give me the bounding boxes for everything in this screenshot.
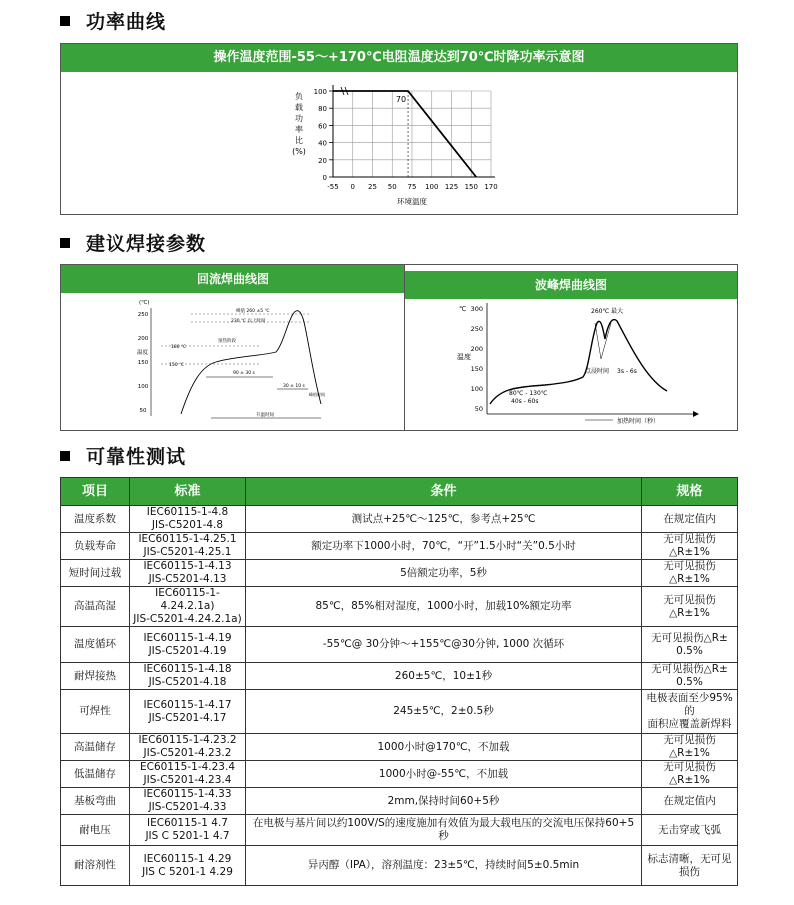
cell-standard-line: JIS-C5201-4.13 [148,573,227,585]
cell-standard-line: IEC60115-1-4.18 [143,663,232,675]
cell-spec-line: 0.5% [676,676,703,688]
cell-standard-line: IEC60115-1-4.17 [143,698,232,711]
cell-standard [130,690,246,734]
wave-y-tick: 250 [470,325,483,333]
cell-spec-line: 无可见损伤△R± [651,631,728,644]
section-title-text: 可靠性测试 [86,446,187,468]
cell-condition [246,690,642,734]
x-tick-label: 100 [425,183,439,191]
cell-standard-line: JIS-C5201-4.8 [151,519,224,531]
cell-item-line: 负载寿命 [74,539,116,552]
reflow-peak-label: 峰值 260 ±5 ℃ [236,309,270,314]
table-row [61,815,738,846]
reflow-x-label: 升温时间 [256,413,274,418]
table-row [61,627,738,663]
annotation-70: 70 [395,95,407,104]
cell-item [61,506,130,533]
table-row [61,788,738,815]
y-axis-label-char: 比 [295,136,303,145]
cell-standard [130,627,246,663]
cell-item-line: 耐溶剂性 [74,859,116,871]
cell-standard-line: JIS-C5201-4.17 [148,711,227,724]
bullet-square-icon [60,238,70,248]
wave-x-arrow-icon [693,411,699,417]
cell-spec-line: 无击穿或飞弧 [658,823,721,836]
cell-spec-line: 无可见损伤△R± [651,663,728,675]
cell-standard-line: IEC60115-1 4.29 [143,852,232,865]
x-tick-label: 170 [484,183,498,191]
cell-spec [642,663,738,690]
cell-spec [642,815,738,846]
cell-item-line: 温度循环 [74,638,116,650]
cell-standard-line: IEC60115-1-4.23.2 [138,734,237,746]
cell-standard-line: IEC60115-1-4.24.2.1a) [155,587,220,612]
cell-condition [246,533,642,560]
cell-item-line: 高温高湿 [74,600,116,612]
section-title-power [60,7,166,34]
cell-condition [246,560,642,587]
power-derating-chart [61,73,737,214]
power-chart-header: 操作温度范围-55～+170℃电阻温度达到70℃时降功率示意图 [61,44,737,72]
reflow-panel [60,264,406,431]
wave-peak-label: 260℃ 最大 [591,308,624,315]
cell-item-line: 低温储存 [74,767,116,780]
cell-spec-line: 电极表面至少95% [646,692,733,704]
cell-spec-line: 损伤 [679,865,700,878]
cell-item [61,560,130,587]
cell-condition-line: 1000小时@-55℃，不加载 [378,767,509,780]
wave-y-unit: ℃ [459,305,467,313]
cell-spec-line: 无可见损伤△R±1% [663,593,716,619]
wave-x-label: 加热时间（秒） [617,418,660,425]
cell-spec-line: 无可见损伤△R±1% [663,734,716,759]
cell-standard-line: EC60115-1-4.23.4 [139,761,236,773]
y-tick-label: 100 [313,88,327,96]
cell-spec-line: 无可见损伤△R±1% [663,761,716,786]
wave-y-tick: 300 [470,305,483,313]
cell-standard-line: IEC60115-1-4.25.1 [138,533,237,545]
cell-condition-line: 85℃，85%相对湿度，1000小时，加载10%额定功率 [315,600,572,612]
wave-y-tick: 100 [470,385,483,393]
cell-standard-line: IEC60115-1 4.7 [147,817,228,829]
cell-condition-line: 260±5℃，10±1秒 [394,669,493,682]
table-row [61,663,738,690]
cell-standard-line: IEC60115-1-4.13 [143,560,232,572]
reflow-dur90-label: 90 ± 30 s [233,371,255,376]
x-tick-label: 50 [387,183,397,191]
cell-condition [246,663,642,690]
col-header-item: 项目 [61,478,130,506]
cell-standard-line: IEC60115-1-4.8 [146,506,229,518]
reflow-150-label: 150 ℃ [169,363,185,368]
cell-condition [246,846,642,886]
wave-temp-label: 温度 [457,353,471,361]
cell-spec-line: 面积应覆盖新焊料 [647,718,732,730]
cell-item-line: 耐电压 [79,823,111,836]
y-axis-label-char: 功 [295,114,303,123]
cell-standard [130,788,246,815]
table-row [61,846,738,886]
cell-item-line: 基板弯曲 [74,794,116,807]
cell-spec-line: 无可见损伤△R±1% [663,533,716,558]
wave-preheat-temp: 80℃ - 130℃ [509,390,548,397]
wave-y-tick: 50 [474,405,483,413]
cell-item [61,761,130,788]
cell-standard-line: JIS C 5201-1 4.29 [142,865,233,878]
cell-item [61,587,130,627]
cell-standard-line: JIS-C5201-4.24.2.1a) [133,613,242,625]
reflow-y-unit: (℃) [139,300,150,306]
x-tick-label: 75 [407,183,417,191]
cell-condition-line: 2mm,保持时间60+5秒 [387,794,500,807]
cell-spec [642,587,738,627]
x-tick-label: -55 [327,183,339,191]
reflow-y-tick: 100 [137,384,149,390]
cell-standard [130,846,246,886]
cell-item-line: 温度系数 [74,512,116,525]
cell-standard-line: IEC60115-1-4.33 [143,788,232,800]
cell-item-line: 短时间过载 [68,566,122,579]
cell-item-line: 高温储存 [74,740,116,753]
bullet-square-icon [60,16,70,26]
wave-dip-pointer [595,323,601,359]
cell-standard [130,815,246,846]
cell-condition [246,587,642,627]
cell-condition-line: 异丙醇（IPA），溶剂温度：23±5℃，持续时间5±0.5min [307,859,580,871]
cell-spec-line: 0.5% [676,644,703,657]
cell-standard-line: JIS-C5201-4.23.2 [143,747,232,759]
cell-condition-line: 245±5℃，2±0.5秒 [393,705,494,717]
col-header-spec: 规格 [642,478,738,506]
y-tick-label: 60 [318,122,327,131]
section-title-text: 建议焊接参数 [86,233,207,255]
cell-item [61,663,130,690]
table-header-row [61,478,738,506]
cell-condition [246,788,642,815]
cell-spec [642,627,738,663]
cell-spec [642,690,738,734]
reflow-plot-bg [131,296,363,424]
cell-condition-line: 额定功率下1000小时，70℃，“开”1.5小时“关”0.5小时 [311,539,576,552]
cell-standard-line: JIS-C5201-4.23.4 [143,774,232,786]
cell-condition-line: 在电极与基片间以约100V/S的速度施加有效值为最大载电压的交流电压保持60+5秒 [252,817,635,842]
reflow-y-tick: 250 [137,312,149,318]
table-row [61,587,738,627]
cell-spec-line: 在规定值内 [663,794,716,807]
cell-standard [130,533,246,560]
cell-spec-line: 无可见损伤△R±1% [663,560,716,585]
cell-spec [642,761,738,788]
col-header-standard: 标准 [130,478,246,506]
cell-spec [642,846,738,886]
cell-item [61,815,130,846]
table-row [61,690,738,734]
cell-standard-line: JIS-C5201-4.25.1 [143,546,232,558]
reflow-y-tick: 50 [139,408,147,414]
cell-spec [642,788,738,815]
cell-condition [246,627,642,663]
wave-y-tick: 150 [470,365,483,373]
cell-condition-line: 1000小时@170℃，不加载 [377,740,510,753]
reflow-header: 回流焊曲线图 [61,265,405,293]
table-row [61,734,738,761]
reflow-y-tick: 150 [137,360,149,366]
cell-item [61,788,130,815]
cell-standard [130,663,246,690]
cell-standard [130,506,246,533]
cell-condition-line: 5倍额定功率，5秒 [400,566,487,579]
cell-condition [246,506,642,533]
power-chart-panel [60,43,738,215]
cell-condition [246,815,642,846]
cell-standard [130,761,246,788]
cell-spec [642,734,738,761]
cell-item-line: 可焊性 [79,705,111,717]
cell-spec-line: 在规定值内 [663,512,716,525]
cell-spec [642,533,738,560]
wave-dip-label: 点浸时间 [585,368,610,375]
wave-y-tick: 200 [470,345,483,353]
cell-standard-line: JIS-C5201-4.33 [148,801,227,813]
cell-standard-line: JIS-C5201-4.19 [148,644,227,657]
cell-item [61,846,130,886]
y-axis-label-char: 载 [295,103,303,112]
y-tick-label: 80 [318,105,327,114]
cell-spec [642,506,738,533]
reflow-temp-label: 温度 [137,350,149,356]
cell-spec [642,560,738,587]
cell-condition-line: 测试点+25℃～125℃，参考点+25℃ [351,512,536,525]
reflow-profile-chart [61,294,405,430]
y-tick-label: 0 [322,174,327,182]
reliability-table [60,477,738,886]
x-tick-label: 125 [444,183,459,191]
reflow-preheat-label: 预热阶段 [218,339,236,344]
cell-standard-line: JIS C 5201-1 4.7 [145,830,230,842]
y-axis-label-char: (%) [292,147,306,156]
reflow-230-label: 230 ℃ 以上时间 [231,319,266,324]
cell-item [61,533,130,560]
wave-preheat-time: 40s - 60s [511,398,539,405]
section-title-reliability [60,442,186,469]
cell-standard [130,587,246,627]
reflow-y-tick: 200 [137,336,149,342]
wave-header: 波峰焊曲线图 [405,271,737,299]
cell-standard-line: JIS-C5201-4.18 [148,676,227,688]
table-row [61,506,738,533]
table-row [61,761,738,788]
cell-standard [130,734,246,761]
cell-item [61,734,130,761]
y-axis-label-char: 负 [295,92,303,101]
bullet-square-icon [60,451,70,461]
section-title-text: 功率曲线 [86,11,167,33]
section-title-solder [60,229,206,256]
x-tick-label: 150 [464,183,478,191]
wave-panel [404,264,738,431]
table-row [61,533,738,560]
cell-condition [246,734,642,761]
cell-spec-line: 标志清晰，无可见 [647,852,732,865]
cell-standard-line: IEC60115-1-4.19 [143,631,232,644]
y-axis-label-char: 率 [295,125,303,134]
x-tick-label: 25 [368,183,377,191]
cell-condition-line: -55℃@ 30分钟～+155℃@30分钟, 1000 次循环 [322,638,565,650]
cell-item-line: 耐焊接热 [74,669,116,682]
wave-dip-dur-label: 3s - 6s [617,368,637,375]
y-tick-label: 20 [318,156,327,165]
wave-solder-chart [405,299,737,429]
x-axis-label: 环境温度 [397,197,427,206]
reflow-180-label: 180 ℃ [171,345,187,350]
cell-item [61,690,130,734]
reflow-peak-time-label: 峰值时间 [309,392,325,397]
x-tick-label: 0 [350,183,355,191]
cell-spec-line: 的 [684,705,695,717]
y-tick-label: 40 [318,139,327,148]
col-header-condition: 条件 [246,478,642,506]
cell-item [61,627,130,663]
cell-standard [130,560,246,587]
table-row [61,560,738,587]
reflow-dur30-label: 30 ± 10 s [283,384,305,389]
cell-condition [246,761,642,788]
